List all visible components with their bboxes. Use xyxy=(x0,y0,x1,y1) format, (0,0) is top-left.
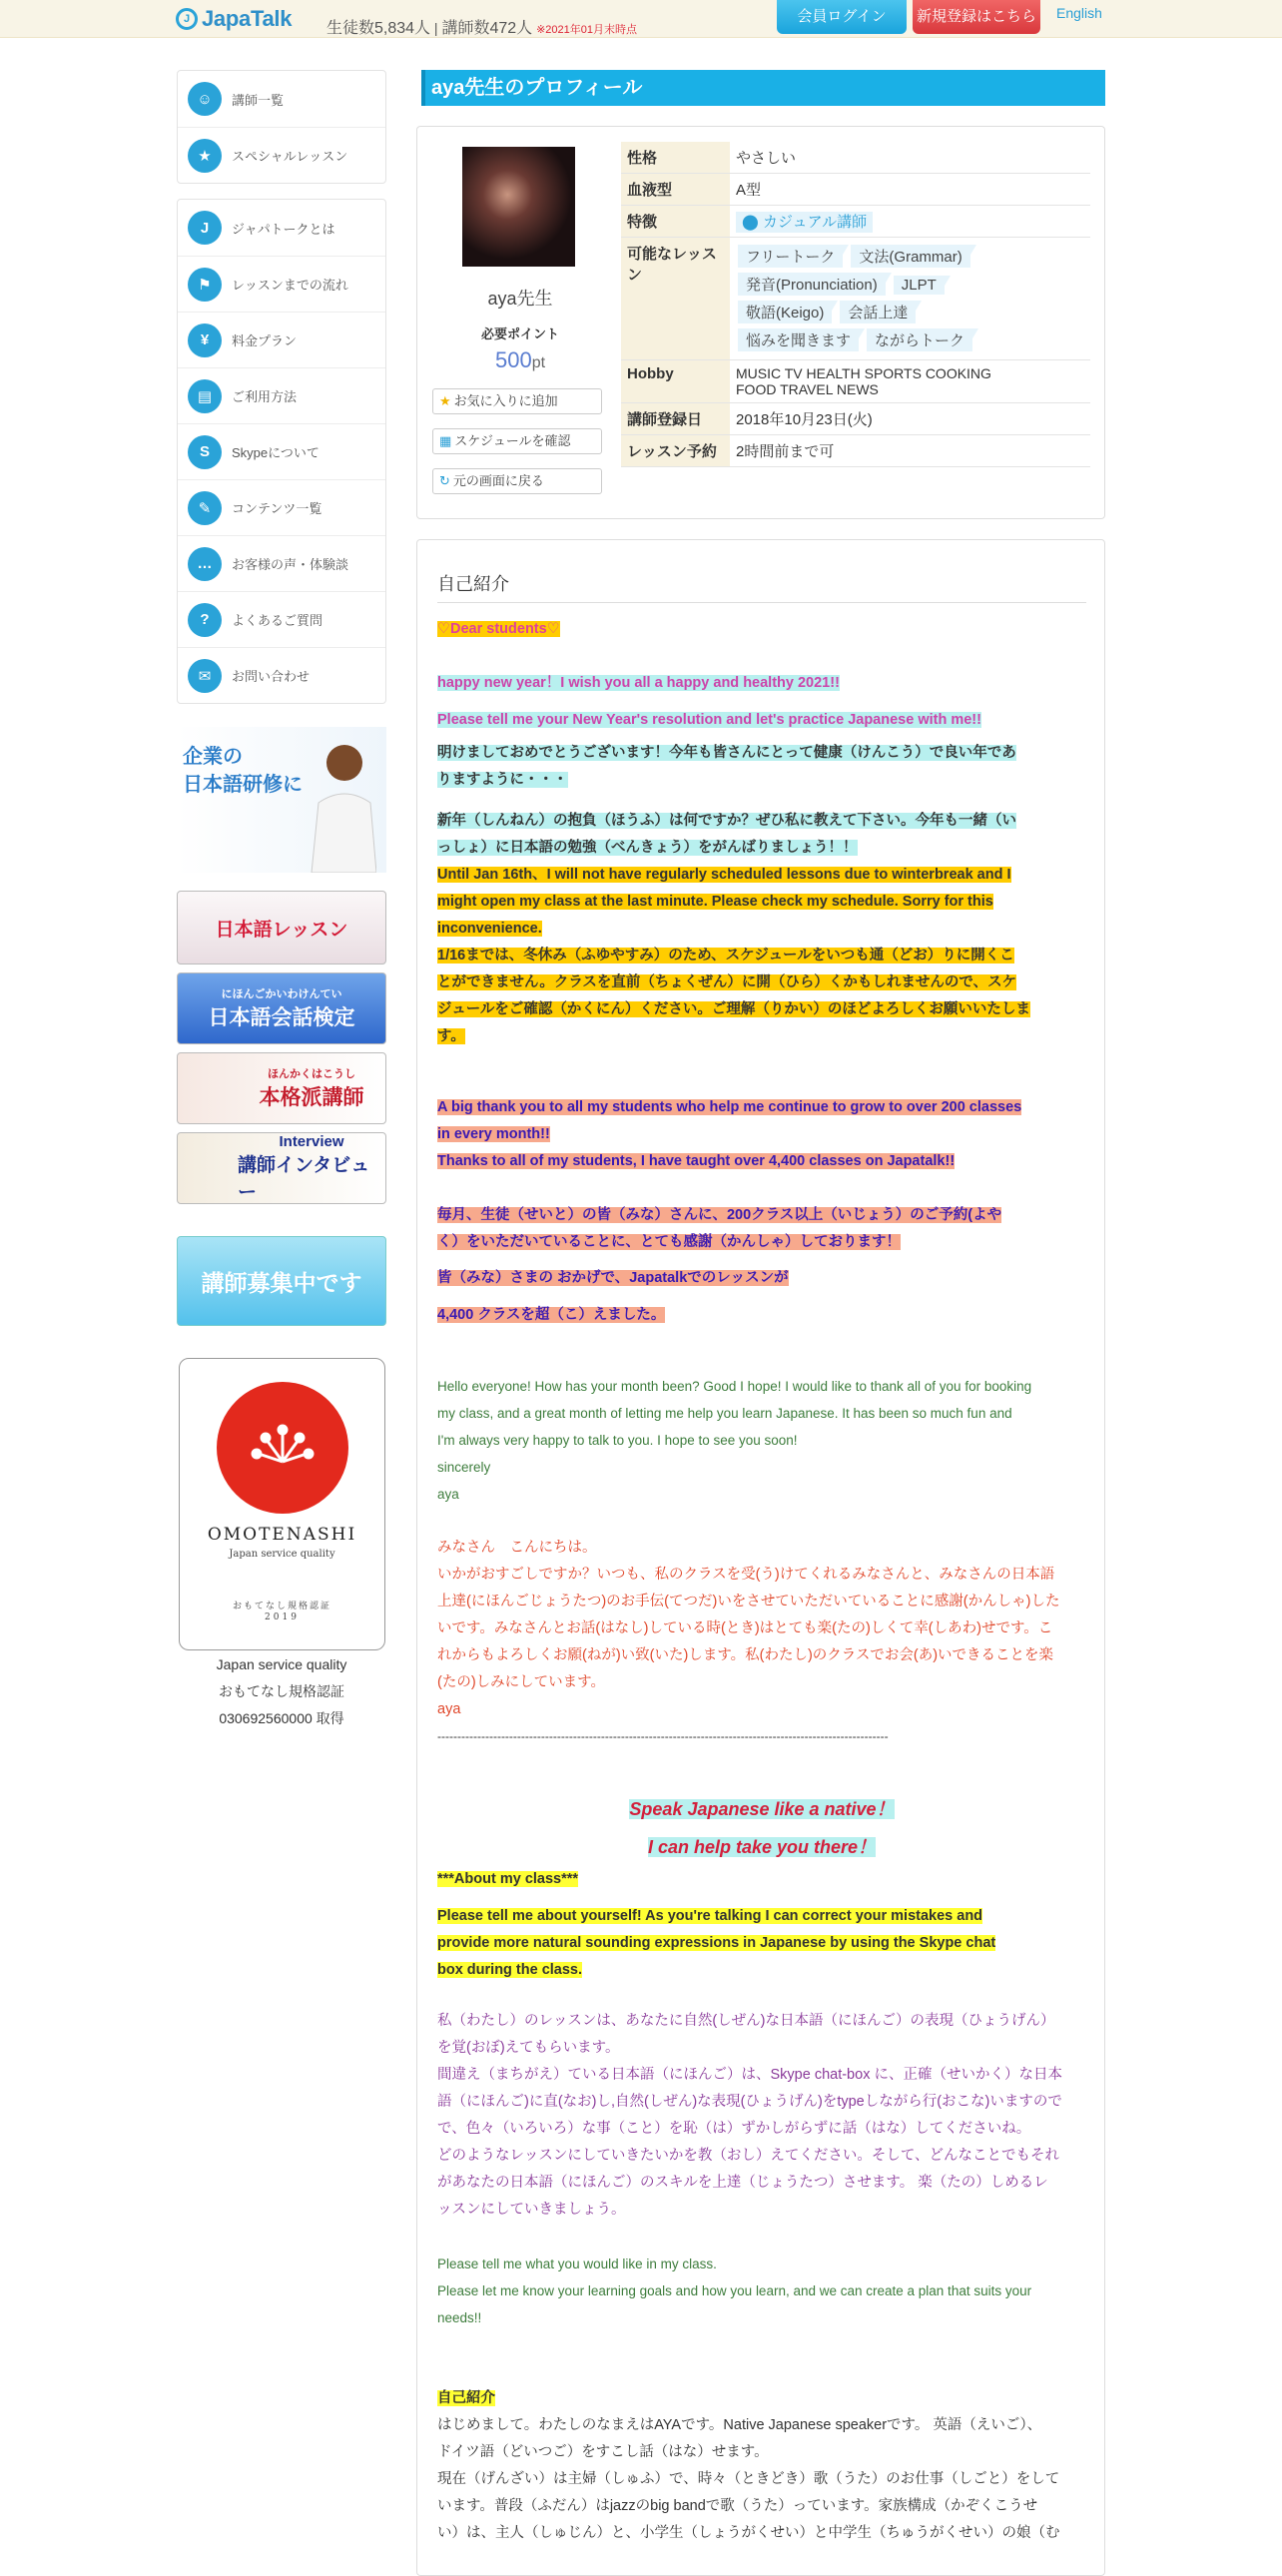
sidebar-item-skype[interactable]: S Skypeについて xyxy=(178,423,385,479)
lesson-chip: 発音(Pronunciation) xyxy=(738,273,886,296)
special-lesson-icon: ★ xyxy=(188,139,222,173)
table-row: 講師登録日 2018年10月23日(火) xyxy=(621,403,1090,435)
sidebar-item-flow[interactable]: ⚑ レッスンまでの流れ xyxy=(178,256,385,312)
lesson-chip: 敬語(Keigo) xyxy=(738,301,832,323)
table-row: 可能なレッスン フリートーク 文法(Grammar) 発音(Pronunciation) JLPT 敬語(Keigo) 会話上達 悩みを聞きます ながらトーク xyxy=(621,238,1090,360)
top-header xyxy=(0,0,1282,38)
corporate-training-banner[interactable]: 企業の 日本語研修に xyxy=(177,727,386,873)
lesson-chip: フリートーク xyxy=(738,245,843,268)
self-introduction-card xyxy=(416,539,1105,2576)
points-value: 500pt xyxy=(494,347,546,372)
pencil-icon: ✎ xyxy=(188,491,222,525)
logo[interactable]: J JapaTalk xyxy=(176,6,292,32)
sidebar-item-contact[interactable]: ✉ お問い合わせ xyxy=(178,647,385,703)
teacher-name: aya先生 xyxy=(487,289,553,309)
feature-tag[interactable]: ⬤ カジュアル講師 xyxy=(736,212,873,233)
chat-bubble-icon: … xyxy=(188,547,222,581)
sidebar-item-about[interactable]: J ジャパトークとは xyxy=(178,200,385,256)
japatalk-icon: J xyxy=(188,211,222,245)
star-icon: ★ xyxy=(439,393,451,408)
omotenashi-caption-1: Japan service quality xyxy=(216,1656,347,1672)
sidebar-item-reviews[interactable]: … お客様の声・体験談 xyxy=(178,535,385,591)
sidebar-item-pricing[interactable]: ¥ 料金プラン xyxy=(178,312,385,367)
mail-icon: ✉ xyxy=(188,659,222,693)
register-button[interactable]: 新規登録はこちら xyxy=(913,0,1040,34)
question-icon: ? xyxy=(188,603,222,637)
intro-body: ♡Dear students♡ happy new year！I wish you all a happy and healthy 2021!! Please tell me your New Year's resolution and let's practice Japanese with me!! 明けましておめでとうございます！今年も皆さんにとって健康（けんこう）で良い年であ りますように・・・ 新年（しんねん）の抱負（ほうふ）は何ですか？ぜひ私に教えて下さい。今年も一緒（い っしょ）に日本語の勉強（べんきょう）をがんばりましょう！！ Until Jan 16th、I will not have regularly scheduled lessons due to winterbreak and I might open my class at the last minute. Please check my schedule. Sorry for this inconvenience. 1/16までは、冬休み（ふゆやすみ）のため、スケジュールをいつも通（どお）りに開くこ とができません。クラスを直前（ちょくぜん）に開（ひら）くかもしれませんので、スケ ジュールをご確認（かくにん）ください。ご理解（りかい）のほどよろしくお願いいたしま す。 A big thank you to all my students who help me continue to grow to over 200 classes in every month!! Thanks to all of my students, I have taught over 4,400 classes on Japatalk!! 毎月、生徒（せいと）の皆（みな）さんに、200クラス以上（いじょう）のご予約(よや く）をいただいていることに、とても感謝（かんしゃ）しております！ 皆（みな）さまの おかげで、Japatalkでのレッスンが 4,400 クラスを超（こ）えました。 Hello everyone! How has your month been? Good I hope! I would like to thank all of you for booking my class, and a great month of letting me help you learn Japanese. It has been so much fun and I'm always very happy to talk to you. I hope to see you soon! sincerely aya みなさん こんにちは。 いかがおすごしですか？いつも、私のクラスを受(う)けてくれるみなさんと、みなさんの日本語 上達(にほんごじょうたつ)のお手伝(てつだ)いをさせていただいていることに感謝(かんしゃ)した いです。みなさんとお話(はなし)している時(とき)はとても楽(たの)しくて幸(しあわ)せです。こ れからもよろしくお願(ねが)い致(いた)します。私(わたし)のクラスでお会(あ)いできることを楽 (たの)しみにしています。 aya ----------------------------------------------------------------------------------------------------------------- Speak Japanese like a native！ I can help take you there！ ***About my class*** Please tell me about yourself! As you're talking I can correct your mistakes and provide more natural sounding expressions in Japanese by using the Skype chat box during the class. 私（わたし）のレッスンは、あなたに自然(しぜん)な日本語（にほんご）の表現（ひょうげん） を覚(おぼ)えてもらいます。 間違え（まちがえ）ている日本語（にほんご）は、Skype chat-box に、正確（せいかく）な日本 語（にほんご)に直(なお)し,自然(しぜん)な表現(ひょうげん)をtypeしながら行(おこな)いますので で、色々（いろいろ）な事（こと）を恥（は）ずかしがらずに話（はな）してくださいね。 どのようなレッスンにしていきたいかを教（おし）えてください。そして、どんなことでもそれ があなたの日本語（にほんご）のスキルを上達（じょうたつ）させます。 楽（たの）しめるレ ッスンにしていきましょう。 Please tell me what you would like in my class. Please let me know your learning goals and how you learn, and we can create a plan that suits your needs!! 自己紹介 はじめまして。わたしのなまえはAYAです。Native Japanese speakerです。 英語（えいご）、 ドイツ語（どいつご）をすこし話（はな）せます。 現在（げんざい）は主婦（しゅふ）で、時々（ときどき）歌（うた）のお仕事（しごと）をして います。普段（ふだん）はjazzのbig bandで歌（うた）っています。家族構成（かぞくこうせ い）は、主人（しゅじん）と、小学生（しょうがくせい）と中学生（ちゅうがくせい）の娘（む xyxy=(437,621,1062,2541)
points-label: 必要ポイント xyxy=(480,326,559,341)
table-row: 血液型 A型 xyxy=(621,174,1090,206)
lesson-chip: 悩みを聞きます xyxy=(738,328,859,351)
check-schedule-button[interactable]: ▦ スケジュールを確認 xyxy=(432,428,602,454)
sidebar-item-faq[interactable]: ? よくあるご質問 xyxy=(178,591,385,647)
page-title: aya先生のプロフィール xyxy=(416,70,1105,106)
omotenashi-caption-2: おもてなし規格認証 xyxy=(219,1683,344,1699)
yen-icon: ¥ xyxy=(188,323,222,357)
conversation-test-banner[interactable]: にほんごかいわけんてい 日本語会話検定 xyxy=(177,972,386,1044)
teacher-interview-banner[interactable]: Interview 講師インタビュー xyxy=(177,1132,386,1204)
lesson-types xyxy=(730,238,1090,360)
professional-teacher-banner[interactable]: ほんかくはこうし 本格派講師 xyxy=(177,1052,386,1124)
sidebar-menu xyxy=(177,199,386,704)
calendar-icon: ▦ xyxy=(439,433,452,448)
tag-icon: ⬤ xyxy=(742,214,763,231)
sidebar-item-teachers[interactable]: ☺ 講師一覧 xyxy=(178,71,385,127)
lesson-chip: JLPT xyxy=(894,276,945,295)
profile-card xyxy=(416,126,1105,519)
omotenashi-caption-3: 030692560000 取得 xyxy=(219,1710,344,1726)
sidebar-item-contents[interactable]: ✎ コンテンツ一覧 xyxy=(178,479,385,535)
section-heading: 自己紹介 xyxy=(437,570,1086,603)
document-icon: ▤ xyxy=(188,379,222,413)
skype-icon: S xyxy=(188,435,222,469)
logo-icon: J xyxy=(176,8,198,30)
omotenashi-logo xyxy=(217,1382,348,1514)
login-button[interactable]: 会員ログイン xyxy=(777,0,907,34)
lesson-chip: ながらトーク xyxy=(867,328,972,351)
profile-table xyxy=(621,142,1090,467)
omotenashi-certificate: OMOTENASHI Japan service quality おもてなし規格認証 2019 xyxy=(179,1358,385,1650)
teacher-photo xyxy=(462,147,575,267)
japanese-lesson-banner[interactable]: 日本語レッスン xyxy=(177,891,386,965)
teacher-icon: ☺ xyxy=(188,82,222,116)
table-row: 性格 やさしい xyxy=(621,142,1090,174)
table-row: レッスン予約 2時間前まで可 xyxy=(621,435,1090,467)
teacher-recruit-banner[interactable]: 講師募集中です xyxy=(177,1236,386,1326)
back-arrow-icon: ↻ xyxy=(439,473,450,488)
sidebar-top xyxy=(177,70,386,184)
site-stats: 生徒数5,834人 | 講師数472人 ※2021年01月末時点 xyxy=(326,20,637,37)
english-link[interactable]: English xyxy=(1056,5,1102,21)
lesson-chip: 文法(Grammar) xyxy=(851,245,969,268)
sidebar-item-usage[interactable]: ▤ ご利用方法 xyxy=(178,367,385,423)
person-illustration xyxy=(307,733,376,873)
back-button[interactable]: ↻ 元の画面に戻る xyxy=(432,468,602,494)
add-favorite-button[interactable]: ★ お気に入りに追加 xyxy=(432,388,602,414)
flag-icon: ⚑ xyxy=(188,268,222,302)
lesson-chip: 会話上達 xyxy=(840,301,916,323)
table-row: 特徴 ⬤ カジュアル講師 xyxy=(621,206,1090,238)
table-row: Hobby MUSIC TV HEALTH SPORTS COOKING FOOD TRAVEL NEWS xyxy=(621,360,1090,403)
sidebar-item-special[interactable]: ★ スペシャルレッスン xyxy=(178,127,385,183)
